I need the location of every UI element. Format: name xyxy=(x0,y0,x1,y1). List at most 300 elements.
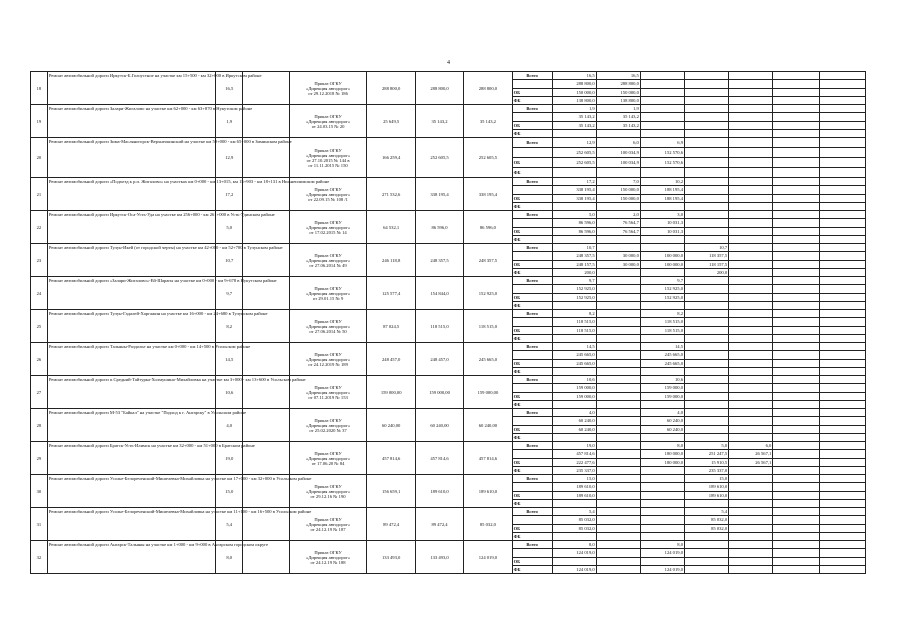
approval-document-line: от 27.10.2015 № 144 в xyxy=(306,157,350,163)
year-value-cell xyxy=(773,532,819,540)
object-name-text: Ремонт автомобильной дороги Иркутск-Оса-Усть-Уда на участке км 256+000 - км 261+000 в Усть-Удинском районе xyxy=(48,212,275,217)
object-name-text: Ремонт автомобильной дороги Тальяны-Раздолье на участке км 0+000 - км 14+500 в Усольском районе xyxy=(48,344,251,349)
year-value-cell xyxy=(596,442,640,450)
year-value-cell: 152 925,0 xyxy=(552,285,596,293)
funding-source-label: ОБ xyxy=(512,227,552,235)
year-value-cell xyxy=(729,565,773,573)
length-km: 9,7 xyxy=(216,277,243,310)
year-value-cell xyxy=(596,392,640,400)
year-value-cell xyxy=(819,334,865,342)
year-value-cell xyxy=(640,88,684,96)
year-value-cell: 189 610,0 xyxy=(685,483,729,491)
year-value-cell xyxy=(773,72,819,80)
funding-source-label xyxy=(512,483,552,491)
year-value-cell xyxy=(819,532,865,540)
funding-source-label xyxy=(512,219,552,227)
year-value-cell: 30 000,0 xyxy=(596,252,640,260)
year-value-cell: 152 570,6 xyxy=(640,148,684,158)
year-value-cell xyxy=(640,202,684,210)
row-number: 19 xyxy=(31,105,48,138)
year-value-cell xyxy=(640,433,684,441)
funding-source-label: ФБ xyxy=(512,334,552,342)
year-value-cell xyxy=(729,227,773,235)
year-value-cell: 252 605,5 xyxy=(552,158,596,168)
year-value-cell xyxy=(729,508,773,516)
amount-cell: 159 000,00 xyxy=(415,376,463,409)
funding-source-label: ФБ xyxy=(512,301,552,309)
length-km: 15,0 xyxy=(216,475,243,508)
table-row xyxy=(31,541,866,549)
year-value-cell xyxy=(596,293,640,301)
approval-document-line: «Дирекция автодорог» xyxy=(305,224,351,230)
year-value-cell xyxy=(596,334,640,342)
year-value-cell xyxy=(819,293,865,301)
approval-document-line: Приказ ОГКУ xyxy=(314,252,342,258)
year-value-cell xyxy=(819,235,865,243)
year-value-cell xyxy=(685,541,729,549)
year-value-cell xyxy=(685,227,729,235)
object-name xyxy=(47,343,251,376)
funding-source-label: ОБ xyxy=(512,326,552,334)
year-value-cell xyxy=(685,433,729,441)
year-value-cell xyxy=(685,168,729,178)
year-value-cell: 188 195,4 xyxy=(640,186,684,194)
approval-document-line: «Дирекция автодорог» xyxy=(305,85,351,91)
year-value-cell xyxy=(596,310,640,318)
funding-source-label: Всего xyxy=(512,277,552,285)
length-km: 10,6 xyxy=(216,376,243,409)
approval-document-line: «Дирекция автодорог» xyxy=(305,488,351,494)
amount-cell: 156 659,1 xyxy=(367,475,415,508)
funding-source-label: Всего xyxy=(512,310,552,318)
row-number: 20 xyxy=(31,138,48,178)
year-value-cell xyxy=(685,359,729,367)
year-value-cell: 60 240,0 xyxy=(552,417,596,425)
funding-source-label: ОБ xyxy=(512,260,552,268)
amount-cell: 152 925,0 xyxy=(464,277,512,310)
row-number: 25 xyxy=(31,310,48,343)
year-value-cell xyxy=(596,129,640,137)
year-value-cell xyxy=(819,499,865,507)
year-value-cell xyxy=(685,326,729,334)
year-value-cell: 85 032,0 xyxy=(552,524,596,532)
year-value-cell xyxy=(729,244,773,252)
funding-source-label xyxy=(512,252,552,260)
length-km: 10,7 xyxy=(216,244,243,277)
funding-source-label: ОБ xyxy=(512,359,552,367)
amount-cell: 245 665,0 xyxy=(464,343,512,376)
year-value-cell: 245 665,0 xyxy=(552,359,596,367)
year-value-cell xyxy=(596,491,640,499)
year-value-cell xyxy=(819,491,865,499)
year-value-cell xyxy=(685,80,729,88)
table-row xyxy=(31,244,866,252)
year-value-cell: 10 031,3 xyxy=(640,219,684,227)
funding-source-label: Всего xyxy=(512,442,552,450)
approval-document-line: Приказ ОГКУ xyxy=(314,318,342,324)
year-value-cell: 10,7 xyxy=(552,244,596,252)
amount-cell: 252 605,5 xyxy=(464,138,512,178)
year-value-cell xyxy=(773,491,819,499)
year-value-cell xyxy=(819,88,865,96)
year-value-cell: 152 570,6 xyxy=(640,158,684,168)
year-value-cell xyxy=(729,148,773,158)
year-value-cell xyxy=(773,105,819,113)
year-value-cell xyxy=(552,400,596,408)
year-value-cell xyxy=(685,409,729,417)
approval-document-line: «Дирекция автодорог» xyxy=(305,290,351,296)
year-value-cell: 159 000,0 xyxy=(640,392,684,400)
year-value-cell xyxy=(596,417,640,425)
year-value-cell xyxy=(596,541,640,549)
year-value-cell xyxy=(596,351,640,359)
year-value-cell xyxy=(640,96,684,104)
approval-document-line: от 24.12.19 № 188 xyxy=(310,559,346,565)
year-value-cell: 60 240,0 xyxy=(552,425,596,433)
row-number: 22 xyxy=(31,211,48,244)
approval-document-line: Приказ ОГКУ xyxy=(314,285,342,291)
funding-source-label xyxy=(512,417,552,425)
year-value-cell: 14,5 xyxy=(552,343,596,351)
funding-source-label: ОБ xyxy=(512,491,552,499)
year-value-cell xyxy=(819,113,865,121)
approval-document-line: Приказ ОГКУ xyxy=(314,80,342,86)
funding-source-label: ОБ xyxy=(512,194,552,202)
year-value-cell xyxy=(685,105,729,113)
year-value-cell xyxy=(773,351,819,359)
year-value-cell: 248 157,5 xyxy=(552,260,596,268)
object-name-text: Ремонт автомобильной дороги Братск-Усть-Илимск на участке км 32+000 - км 51+000 в Братском районе xyxy=(48,443,255,448)
year-value-cell xyxy=(596,450,640,458)
length-km: 17,2 xyxy=(216,178,243,211)
length-km: 5,4 xyxy=(216,508,243,541)
year-value-cell: 8,0 xyxy=(640,541,684,549)
year-value-cell xyxy=(685,178,729,186)
object-name-text: Ремонт автомобильной дороги Зима-Масляногорск-Верхнеокинский на участке км 50+000 - км 65+000 в Зиминском районе xyxy=(48,139,292,144)
year-value-cell xyxy=(685,499,729,507)
year-value-cell xyxy=(773,219,819,227)
year-value-cell xyxy=(596,318,640,326)
year-value-cell: 4,0 xyxy=(552,409,596,417)
approval-document-line: «Дирекция автодорог» xyxy=(305,356,351,362)
approval-document-line: от 29.12.16 № 190 xyxy=(310,493,346,499)
year-value-cell: 159 000,0 xyxy=(640,384,684,392)
year-value-cell xyxy=(773,400,819,408)
approval-document-line: Приказ ОГКУ xyxy=(314,384,342,390)
approval-document-line: «Дирекция автодорог» xyxy=(305,257,351,263)
object-name-text: Ремонт автомобильной дороги Ангарск-Тальяны на участке км 1+000 - км 9+000 в Ангарском городском округе xyxy=(48,542,269,547)
year-value-cell xyxy=(596,532,640,540)
year-value-cell xyxy=(773,483,819,491)
year-value-cell xyxy=(596,244,640,252)
year-value-cell xyxy=(819,541,865,549)
year-value-cell xyxy=(819,475,865,483)
year-value-cell xyxy=(729,376,773,384)
year-value-cell xyxy=(819,359,865,367)
year-value-cell xyxy=(819,252,865,260)
amount-cell: 86 596,0 xyxy=(415,211,463,244)
year-value-cell: 1,9 xyxy=(552,105,596,113)
year-value-cell xyxy=(685,384,729,392)
year-value-cell xyxy=(819,202,865,210)
approval-document-line: от 29.12.2018 № 186 xyxy=(308,90,348,96)
amount-cell: 189 610,0 xyxy=(464,475,512,508)
year-value-cell xyxy=(729,400,773,408)
year-value-cell xyxy=(640,367,684,375)
year-value-cell xyxy=(819,268,865,276)
year-value-cell xyxy=(685,277,729,285)
amount-cell: 87 024,5 xyxy=(367,310,415,343)
year-value-cell xyxy=(729,524,773,532)
funding-source-label xyxy=(512,351,552,359)
year-value-cell xyxy=(819,326,865,334)
year-value-cell xyxy=(729,433,773,441)
year-value-cell xyxy=(819,565,865,573)
year-value-cell xyxy=(729,72,773,80)
funding-source-label: ОБ xyxy=(512,425,552,433)
year-value-cell xyxy=(596,235,640,243)
year-value-cell xyxy=(685,219,729,227)
year-value-cell: 152 925,0 xyxy=(552,293,596,301)
year-value-cell: 8,2 xyxy=(640,310,684,318)
year-value-cell: 86 596,0 xyxy=(552,227,596,235)
amount-cell: 89 472,4 xyxy=(367,508,415,541)
table-row xyxy=(31,343,866,351)
year-value-cell xyxy=(729,121,773,129)
year-value-cell: 19,0 xyxy=(552,442,596,450)
year-value-cell xyxy=(819,194,865,202)
year-value-cell: 118 357,5 xyxy=(685,252,729,260)
year-value-cell xyxy=(773,260,819,268)
row-number: 23 xyxy=(31,244,48,277)
year-value-cell: 118 515,0 xyxy=(640,326,684,334)
year-value-cell xyxy=(729,138,773,148)
year-value-cell xyxy=(596,499,640,507)
year-value-cell xyxy=(685,351,729,359)
year-value-cell xyxy=(819,466,865,474)
object-name-text: Ремонт автомобильной дороги Усолье-Белореченский-Мишелевка-Михайловка на участке км 17+000 - км 32+000 в Усольском районе xyxy=(48,476,312,481)
approval-document xyxy=(289,244,367,277)
year-value-cell xyxy=(640,129,684,137)
object-name-text: Ремонт автомобильной дороги Залари-Жигалово на участке км 62+000 - км 63+870 в Нукутском районе xyxy=(48,106,253,111)
year-value-cell xyxy=(819,186,865,194)
funding-source-label: ФБ xyxy=(512,499,552,507)
row-number: 26 xyxy=(31,343,48,376)
funding-source-label: Всего xyxy=(512,475,552,483)
approval-document xyxy=(289,343,367,376)
amount-cell: 288 800,0 xyxy=(415,72,463,105)
approval-document xyxy=(289,409,367,442)
year-value-cell xyxy=(685,202,729,210)
year-value-cell xyxy=(596,466,640,474)
year-value-cell xyxy=(773,433,819,441)
year-value-cell xyxy=(685,334,729,342)
year-value-cell xyxy=(685,285,729,293)
year-value-cell: 245 665,0 xyxy=(552,351,596,359)
year-value-cell xyxy=(729,293,773,301)
year-value-cell: 10,2 xyxy=(640,178,684,186)
year-value-cell xyxy=(685,158,729,168)
year-value-cell xyxy=(640,557,684,565)
year-value-cell: 189 610,0 xyxy=(552,483,596,491)
year-value-cell xyxy=(729,88,773,96)
approval-document-line: Приказ ОГКУ xyxy=(314,450,342,456)
object-name-text: Ремонт автомобильной дороги «Залари-Жигалово»-Ей-Шарагы на участке км 0+000 - км 9+678 в Нукутском районе xyxy=(48,278,277,283)
year-value-cell xyxy=(773,318,819,326)
year-value-cell xyxy=(596,400,640,408)
year-value-cell xyxy=(596,359,640,367)
approval-document-line: «Дирекция автодорог» xyxy=(305,521,351,527)
year-value-cell xyxy=(773,158,819,168)
year-value-cell xyxy=(729,301,773,309)
year-value-cell xyxy=(773,442,819,450)
funding-source-label: ФБ xyxy=(512,268,552,276)
year-value-cell xyxy=(596,565,640,573)
year-value-cell xyxy=(729,235,773,243)
funding-source-label xyxy=(512,516,552,524)
year-value-cell xyxy=(773,450,819,458)
table-row xyxy=(31,211,866,219)
year-value-cell xyxy=(640,524,684,532)
year-value-cell xyxy=(685,113,729,121)
approval-document xyxy=(289,105,367,138)
amount-cell: 60 240,00 xyxy=(415,409,463,442)
year-value-cell xyxy=(640,168,684,178)
year-value-cell xyxy=(596,524,640,532)
year-value-cell: 138 800,0 xyxy=(552,96,596,104)
year-value-cell: 9,7 xyxy=(552,277,596,285)
year-value-cell: 118 157,5 xyxy=(685,260,729,268)
year-value-cell: 85 032,0 xyxy=(685,524,729,532)
year-value-cell: 26 567,1 xyxy=(729,450,773,458)
year-value-cell xyxy=(596,384,640,392)
year-value-cell xyxy=(552,168,596,178)
year-value-cell xyxy=(773,384,819,392)
object-name-text: Ремонт автомобильной дороги Тулун-Гадалей-Харгажин на участке км 16+000 - км 24+680 в Тулунском районе xyxy=(48,311,268,316)
year-value-cell xyxy=(773,244,819,252)
amount-cell: 35 143,2 xyxy=(415,105,463,138)
year-value-cell: 86 596,0 xyxy=(552,219,596,227)
year-value-cell xyxy=(729,326,773,334)
year-value-cell xyxy=(596,268,640,276)
funding-source-label: Всего xyxy=(512,211,552,219)
year-value-cell xyxy=(596,367,640,375)
year-value-cell: 118 515,0 xyxy=(640,318,684,326)
year-value-cell xyxy=(773,475,819,483)
year-value-cell xyxy=(773,359,819,367)
year-value-cell xyxy=(640,499,684,507)
year-value-cell: 150 000,0 xyxy=(596,186,640,194)
approval-document-line: Приказ ОГКУ xyxy=(314,417,342,423)
year-value-cell: 8,0 xyxy=(640,442,684,450)
year-value-cell xyxy=(729,168,773,178)
funding-source-label: ОБ xyxy=(512,88,552,96)
table-row xyxy=(31,105,866,113)
amount-cell: 85 032,0 xyxy=(464,508,512,541)
year-value-cell: 124 019,0 xyxy=(640,565,684,573)
approval-document-line: Приказ ОГКУ xyxy=(314,351,342,357)
year-value-cell xyxy=(596,433,640,441)
year-value-cell: 85 032,0 xyxy=(552,516,596,524)
year-value-cell xyxy=(819,516,865,524)
year-value-cell: 8,0 xyxy=(552,541,596,549)
year-value-cell xyxy=(729,359,773,367)
year-value-cell xyxy=(773,96,819,104)
year-value-cell xyxy=(685,392,729,400)
year-value-cell: 12,9 xyxy=(552,138,596,148)
year-value-cell xyxy=(596,202,640,210)
year-value-cell: 30 000,0 xyxy=(596,260,640,268)
year-value-cell xyxy=(819,96,865,104)
amount-cell: 166 259,4 xyxy=(367,138,415,178)
year-value-cell: 14,5 xyxy=(640,343,684,351)
year-value-cell xyxy=(773,138,819,148)
year-value-cell xyxy=(552,532,596,540)
funding-source-label xyxy=(512,285,552,293)
year-value-cell: 16,5 xyxy=(552,72,596,80)
year-value-cell xyxy=(729,351,773,359)
year-value-cell xyxy=(819,450,865,458)
funding-source-label: Всего xyxy=(512,72,552,80)
year-value-cell xyxy=(773,88,819,96)
year-value-cell xyxy=(685,318,729,326)
year-value-cell xyxy=(773,516,819,524)
approval-document-line: от 27.06.2014 № 49 xyxy=(309,262,347,268)
amount-cell: 25 649,5 xyxy=(367,105,415,138)
year-value-cell xyxy=(773,524,819,532)
year-value-cell xyxy=(685,96,729,104)
funding-source-label xyxy=(512,148,552,158)
year-value-cell xyxy=(729,392,773,400)
length-km: 19,0 xyxy=(216,442,243,475)
year-value-cell xyxy=(552,367,596,375)
financing-table xyxy=(30,71,866,574)
year-value-cell: 248 357,5 xyxy=(552,252,596,260)
year-value-cell xyxy=(819,72,865,80)
funding-source-label: ФБ xyxy=(512,129,552,137)
approval-document xyxy=(289,72,367,105)
year-value-cell xyxy=(819,433,865,441)
year-value-cell: 35 143,2 xyxy=(552,121,596,129)
table-row xyxy=(31,72,866,80)
year-value-cell xyxy=(596,516,640,524)
amount-cell: 124 019,0 xyxy=(464,541,512,574)
year-value-cell xyxy=(596,409,640,417)
year-value-cell xyxy=(685,343,729,351)
year-value-cell xyxy=(729,178,773,186)
year-value-cell xyxy=(640,105,684,113)
year-value-cell xyxy=(819,301,865,309)
year-value-cell xyxy=(819,148,865,158)
table-row xyxy=(31,409,866,417)
year-value-cell xyxy=(773,367,819,375)
amount-cell: 288 800,0 xyxy=(367,72,415,105)
year-value-cell xyxy=(685,425,729,433)
year-value-cell xyxy=(819,351,865,359)
year-value-cell xyxy=(640,508,684,516)
year-value-cell: 245 665,0 xyxy=(640,351,684,359)
year-value-cell xyxy=(729,417,773,425)
year-value-cell xyxy=(773,178,819,186)
approval-document-line: «Дирекция автодорог» xyxy=(305,455,351,461)
year-value-cell xyxy=(819,392,865,400)
year-value-cell xyxy=(729,285,773,293)
year-value-cell: 118 515,0 xyxy=(552,318,596,326)
approval-document-line: от 11.11.2015 № 150 xyxy=(308,162,348,168)
page-number: 4 xyxy=(447,60,450,66)
year-value-cell: 222 477,6 xyxy=(552,458,596,466)
table-row xyxy=(31,508,866,516)
